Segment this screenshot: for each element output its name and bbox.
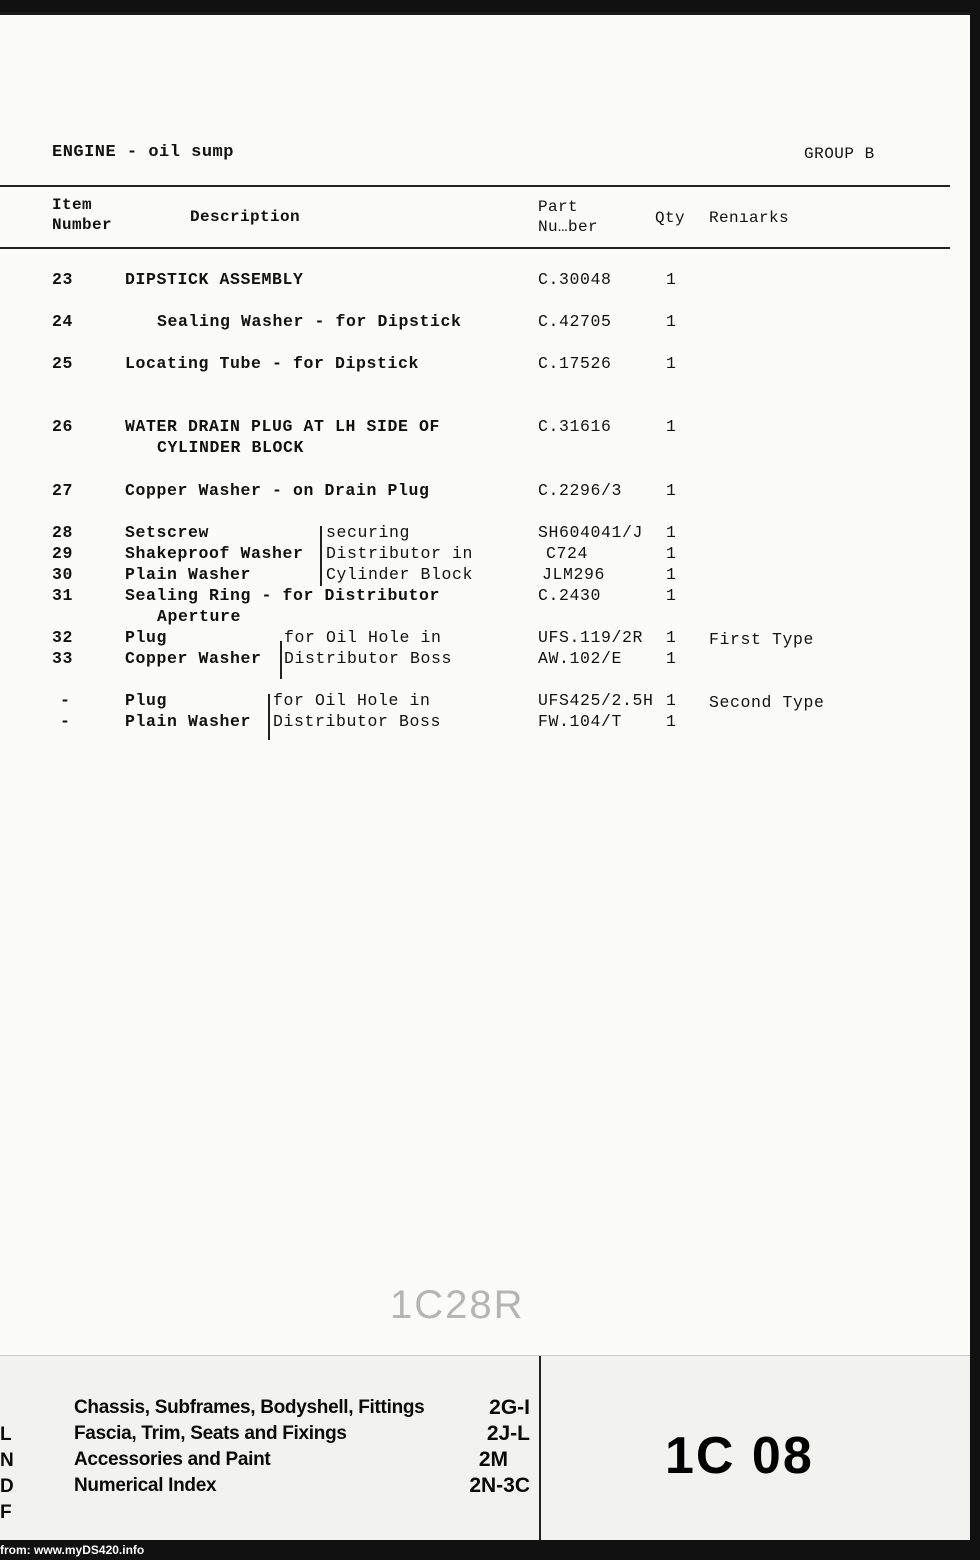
row-qty: 1: [666, 628, 677, 647]
index-entry-label: Accessories and Paint: [74, 1449, 271, 1470]
row-description: Copper Washer: [125, 649, 262, 668]
column-header-item-line2: Number: [52, 216, 113, 234]
row-qty: 1: [666, 354, 677, 373]
index-entry-code: 2M: [478, 1448, 508, 1471]
row-part-number: FW.104/T: [538, 712, 623, 731]
row-note: for Oil Hole in: [284, 628, 442, 647]
fiche-index-footer: [0, 1355, 970, 1543]
row-item: 30: [52, 565, 74, 584]
row-note: Distributor Boss: [273, 712, 442, 731]
index-letter: D: [0, 1476, 14, 1497]
row-item: 25: [52, 354, 74, 373]
column-header-description: Description: [190, 208, 301, 226]
row-qty: 1: [666, 312, 677, 331]
row-part-number: UFS.119/2R: [538, 628, 644, 647]
row-item: 23: [52, 270, 74, 289]
row-qty: 1: [666, 565, 677, 584]
column-header-part-line1: Part: [538, 198, 579, 216]
row-item: -: [60, 691, 71, 710]
row-part-number: SH604041/J: [538, 523, 644, 542]
row-item: 33: [52, 649, 74, 668]
row-note: Cylinder Block: [326, 565, 474, 584]
row-description: WATER DRAIN PLUG AT LH SIDE OF: [125, 417, 441, 436]
row-description: Plug: [125, 691, 168, 710]
row-qty: 1: [666, 481, 677, 500]
footer-divider: [539, 1356, 541, 1543]
row-item: -: [60, 712, 71, 731]
row-part-number: C.30048: [538, 270, 612, 289]
row-qty: 1: [666, 649, 677, 668]
row-description: Plain Washer: [125, 712, 252, 731]
parts-list-page: [0, 12, 970, 1543]
row-description: Plug: [125, 628, 168, 647]
row-item: 32: [52, 628, 74, 647]
row-part-number: JLM296: [542, 565, 606, 584]
column-header-part-number: [538, 197, 598, 237]
group-brace: [268, 694, 270, 740]
row-part-number: C.42705: [538, 312, 612, 331]
row-part-number: C724: [546, 544, 589, 563]
row-description: Setscrew: [125, 523, 210, 542]
row-description: Plain Washer: [125, 565, 252, 584]
group-brace: [280, 641, 282, 679]
index-entry-label: Numerical Index: [74, 1475, 217, 1496]
row-remarks: Second Type: [709, 693, 825, 712]
row-part-number: UFS425/2.5H: [538, 691, 654, 710]
row-part-number: AW.102/E: [538, 649, 623, 668]
row-qty: 1: [666, 417, 677, 436]
index-entry-code: 2N-3C: [469, 1474, 530, 1497]
index-entry-label: Chassis, Subframes, Bodyshell, Fittings: [74, 1397, 425, 1418]
row-qty: 1: [666, 586, 677, 605]
header-bottom-rule: [0, 247, 950, 249]
index-entry-code: 2G-I: [489, 1396, 530, 1419]
row-part-number: C.2430: [538, 586, 602, 605]
row-description: Locating Tube - for Dipstick: [125, 354, 420, 373]
row-item: 29: [52, 544, 74, 563]
index-letter: L: [0, 1424, 12, 1445]
row-description-continued: Aperture: [157, 607, 242, 626]
row-qty: 1: [666, 691, 677, 710]
section-title: ENGINE - oil sump: [52, 143, 234, 162]
row-description: Sealing Washer - for Dipstick: [157, 312, 462, 331]
index-entry-code: 2J-L: [486, 1422, 530, 1445]
row-part-number: C.31616: [538, 417, 612, 436]
row-part-number: C.17526: [538, 354, 612, 373]
column-header-item-line1: Item: [52, 196, 93, 214]
row-qty: 1: [666, 270, 677, 289]
group-label: GROUP B: [804, 145, 875, 163]
row-item: 24: [52, 312, 74, 331]
row-description: Sealing Ring - for Distributor: [125, 586, 441, 605]
header-top-rule: [0, 185, 950, 187]
fiche-number: 1C 08: [665, 1427, 814, 1485]
index-entry-label: Fascia, Trim, Seats and Fixings: [74, 1423, 347, 1444]
row-qty: 1: [666, 544, 677, 563]
row-description: Shakeproof Washer: [125, 544, 304, 563]
column-header-remarks: Renıarks: [709, 209, 790, 227]
row-qty: 1: [666, 523, 677, 542]
row-remarks: First Type: [709, 630, 815, 649]
group-brace: [320, 526, 322, 586]
row-note: securing: [326, 523, 411, 542]
row-part-number: C.2296/3: [538, 481, 623, 500]
row-note: Distributor in: [326, 544, 474, 563]
bottom-border: [0, 1540, 980, 1560]
index-letter: F: [0, 1502, 12, 1523]
row-item: 27: [52, 481, 74, 500]
row-description: Copper Washer - on Drain Plug: [125, 481, 430, 500]
row-description-continued: CYLINDER BLOCK: [157, 438, 305, 457]
row-item: 26: [52, 417, 74, 436]
column-header-item: [52, 195, 112, 235]
index-letter: N: [0, 1450, 14, 1471]
row-note: Distributor Boss: [284, 649, 453, 668]
column-header-part-line2: Nu…ber: [538, 218, 599, 236]
row-description: DIPSTICK ASSEMBLY: [125, 270, 304, 289]
faint-stamp: 1C28R: [390, 1283, 525, 1327]
column-header-qty: Qty: [655, 209, 686, 227]
row-item: 31: [52, 586, 74, 605]
row-qty: 1: [666, 712, 677, 731]
row-item: 28: [52, 523, 74, 542]
source-credit: from: www.myDS420.info: [0, 1543, 145, 1557]
row-note: for Oil Hole in: [273, 691, 431, 710]
